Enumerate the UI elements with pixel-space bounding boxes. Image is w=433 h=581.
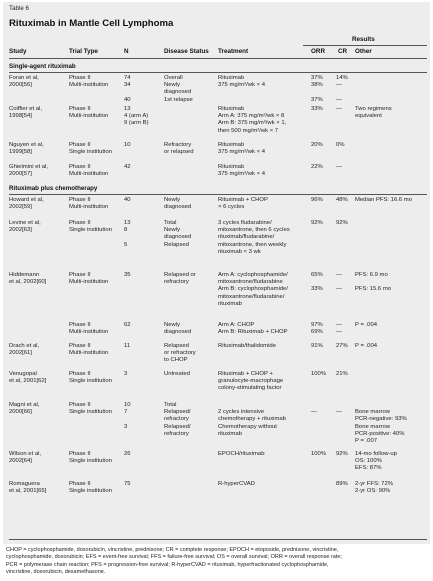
cell-trial-type: Phase II Multi-institution <box>69 106 109 120</box>
cell-n: 42 <box>124 164 131 170</box>
cell-treatment: R-hyperCVAD <box>218 481 255 487</box>
table-footnote <box>6 547 428 576</box>
cell-other: Bone marrow PCR-negative: 93% Bone marrow PCR-positive: 40% P = .007 <box>355 409 407 445</box>
cell-trial-type: Phase II Multi-institution <box>69 197 109 211</box>
cell-disease-status: Relapsed or refractory to CHOP <box>164 343 196 364</box>
cell-trial-type: Phase II Single institution <box>69 402 112 416</box>
section-rule <box>9 194 427 195</box>
header-other: Other <box>355 48 372 55</box>
cell-cr: 21% <box>336 371 348 377</box>
cell-study: Hiddemann et al, 2002[60] <box>9 272 47 286</box>
cell-orr: 20% <box>311 142 323 148</box>
cell-treatment: Rituximab 375 mg/m²/wk × 4 <box>218 142 265 156</box>
cell-disease-status: Refractory or relapsed <box>164 142 194 156</box>
cell-orr: 97% 69% <box>311 322 323 336</box>
cell-disease-status: Untreated <box>164 371 190 377</box>
cell-study: Magni et al, 2000[66] <box>9 402 40 416</box>
cell-cr: 89% <box>336 481 348 487</box>
section-title: Single-agent rituximab <box>9 63 76 70</box>
cell-orr: — <box>311 409 317 416</box>
cell-n: 75 <box>124 481 131 487</box>
cell-n: 13 8 5 <box>124 220 131 248</box>
cell-other: Median PFS: 16.6 mo <box>355 197 412 203</box>
cell-trial-type: Phase II Single institution <box>69 481 112 495</box>
cell-cr: 27% <box>336 343 348 349</box>
section-title: Rituximab plus chemotherapy <box>9 185 98 192</box>
cell-cr: — <box>336 409 342 416</box>
cell-orr: 96% <box>311 197 323 203</box>
header-rule <box>9 58 427 59</box>
cell-n: 40 <box>124 197 131 203</box>
cell-disease-status: Newly diagnosed <box>164 197 192 211</box>
cell-cr: 48% <box>336 197 348 203</box>
cell-treatment: Rituximab Arm A: 375 mg/m²/wk × 8 Arm B: 375 mg/m²/wk × 1, then 500 mg/m²/wk × 7 <box>218 106 287 134</box>
cell-trial-type: Phase II Multi-institution <box>69 343 109 357</box>
cell-orr: 100% <box>311 371 327 377</box>
table-bottom-rule <box>9 539 427 540</box>
cell-disease-status: Newly diagnosed <box>164 322 192 336</box>
header-disease-status: Disease Status <box>164 48 209 55</box>
cell-trial-type: Phase II Multi-institution <box>69 322 109 336</box>
cell-study: Howard et al, 2002[59] <box>9 197 44 211</box>
footnote-line: cyclophosphamide, doxorubicin; EFS = event-free survival; FFS = failure-free survival; OS = overall survival; ORR = overall response rate; <box>6 554 342 561</box>
cell-n: 3 <box>124 371 128 377</box>
cell-n: 10 <box>124 142 131 148</box>
cell-cr: 92% <box>336 220 348 226</box>
footnote-line: PCR = polymerase chain reaction; PFS = progression-free survival; R-hyperCVAD = rituximab, hyperfractionated cyclophosphamide, <box>6 561 329 568</box>
cell-cr: — <box>336 164 342 170</box>
cell-n: 10 7 3 <box>124 402 131 430</box>
cell-cr: — — <box>336 322 342 336</box>
cell-other: 2-yr FFS: 72% 2-yr OS: 90% <box>355 481 393 495</box>
cell-cr: 92% <box>336 451 348 457</box>
cell-orr: 37% 38% 37% <box>311 75 323 103</box>
cell-disease-status: Total Newly diagnosed Relapsed <box>164 220 192 248</box>
cell-other: P = .004 <box>355 343 378 349</box>
cell-trial-type: Phase II Multi-institution <box>69 272 109 286</box>
cell-disease-status: Overall Newly diagnosed 1st relapse <box>164 75 193 103</box>
table-title: Rituximab in Mantle Cell Lymphoma <box>9 18 174 29</box>
cell-n: 26 <box>124 451 131 457</box>
table-label: Table 6 <box>9 5 29 12</box>
cell-cr: — — <box>336 272 342 293</box>
cell-n: 35 <box>124 272 131 278</box>
results-group-rule <box>303 45 427 46</box>
cell-orr: 91% <box>311 343 323 349</box>
header-treatment: Treatment <box>218 48 249 55</box>
cell-study: Foran et al, 2000[56] <box>9 75 39 89</box>
cell-treatment: Rituximab/thalidomide <box>218 343 276 349</box>
cell-trial-type: Phase II Single institution <box>69 220 112 234</box>
results-group-header: Results <box>352 36 375 43</box>
cell-trial-type: Phase II Multi-institution <box>69 75 109 89</box>
cell-n: 62 <box>124 322 131 328</box>
header-trial-type: Trial Type <box>69 48 98 55</box>
cell-treatment: Rituximab + CHOP × 6 cycles <box>218 197 268 211</box>
cell-cr: 0% <box>336 142 345 148</box>
cell-treatment: EPOCH/rituximab <box>218 451 265 457</box>
footnote-line: CHOP = cyclophosphamide, doxorubicin, vincristine, prednisone; CR = complete response; EPOCH = etoposide, prednisone, vincristine, <box>6 547 339 553</box>
cell-trial-type: Phase II Single institution <box>69 142 112 156</box>
header-orr: ORR <box>311 48 325 55</box>
cell-trial-type: Phase II Single institution <box>69 451 112 465</box>
cell-orr: 100% <box>311 451 327 457</box>
cell-treatment: 3 cycles fludarabine/ mitoxantrone, then 6 cycles rituximab/fludarabine/ mitoxantrone, then weekly rituximab × 3 wk <box>218 220 290 255</box>
cell-treatment: 2 cycles intensive chemotherapy + rituximab Chemotherapy without rituximab <box>218 409 286 437</box>
cell-treatment: Rituximab 375 mg/m²/wk × 4 <box>218 164 265 178</box>
cell-other: Two regimens equivalent <box>355 106 392 120</box>
cell-study: Levine et al, 2002[63] <box>9 220 41 234</box>
cell-study: Drach et al, 2002[61] <box>9 343 40 357</box>
cell-orr: 22% <box>311 164 323 170</box>
header-study: Study <box>9 48 27 55</box>
cell-treatment: Arm A: cyclophosphamide/ mitoxantrone/fludarabine Arm B: cyclophosphamide/ mitoxantrone/fludarabine/ rituximab <box>218 272 289 307</box>
cell-orr: 33% <box>311 106 323 112</box>
cell-other: 14-mo follow-up OS: 100% EFS: 87% <box>355 451 397 472</box>
cell-trial-type: Phase II Multi-institution <box>69 164 109 178</box>
cell-study: Romaguera et al, 2001[65] <box>9 481 47 495</box>
cell-treatment: Rituximab + CHOP + granulocyte-macrophage colony-stimulating factor <box>218 371 284 392</box>
cell-disease-status: Total Relapsed/ refractory Relapsed/ refractory <box>164 402 191 437</box>
cell-study: Nguyen et al, 1999[58] <box>9 142 44 156</box>
cell-other: P = .004 <box>355 322 378 328</box>
cell-n: 11 <box>124 343 131 349</box>
cell-treatment: Arm A: CHOP Arm B: Rituximab + CHOP <box>218 322 288 336</box>
header-cr: CR <box>338 48 348 55</box>
cell-orr: 65% 33% <box>311 272 323 293</box>
cell-study: Wilson et al, 2002[64] <box>9 451 42 465</box>
cell-other: PFS: 6.9 mo PFS: 15.6 mo <box>355 272 392 293</box>
cell-cr: — <box>336 106 342 112</box>
cell-disease-status: Relapsed or refractory <box>164 272 196 286</box>
header-n: N <box>124 48 129 55</box>
cell-study: Venugopal et al, 2001[62] <box>9 371 47 385</box>
section-rule <box>9 72 427 73</box>
cell-trial-type: Phase II Single institution <box>69 371 112 385</box>
cell-study: Coiffier et al, 1998[54] <box>9 106 42 120</box>
footnote-line: vincristine, doxorubicin, dexamethasone. <box>6 568 106 575</box>
table-panel <box>3 2 430 544</box>
cell-n: 13 4 (arm A) 9 (arm B) <box>124 106 149 127</box>
cell-treatment: Rituximab 375 mg/m²/wk × 4 <box>218 75 265 89</box>
cell-n: 74 34 40 <box>124 75 131 103</box>
cell-orr: 92% <box>311 220 323 226</box>
cell-cr: 14% — — <box>336 75 348 103</box>
cell-study: Ghielmini et al, 2000[57] <box>9 164 48 178</box>
